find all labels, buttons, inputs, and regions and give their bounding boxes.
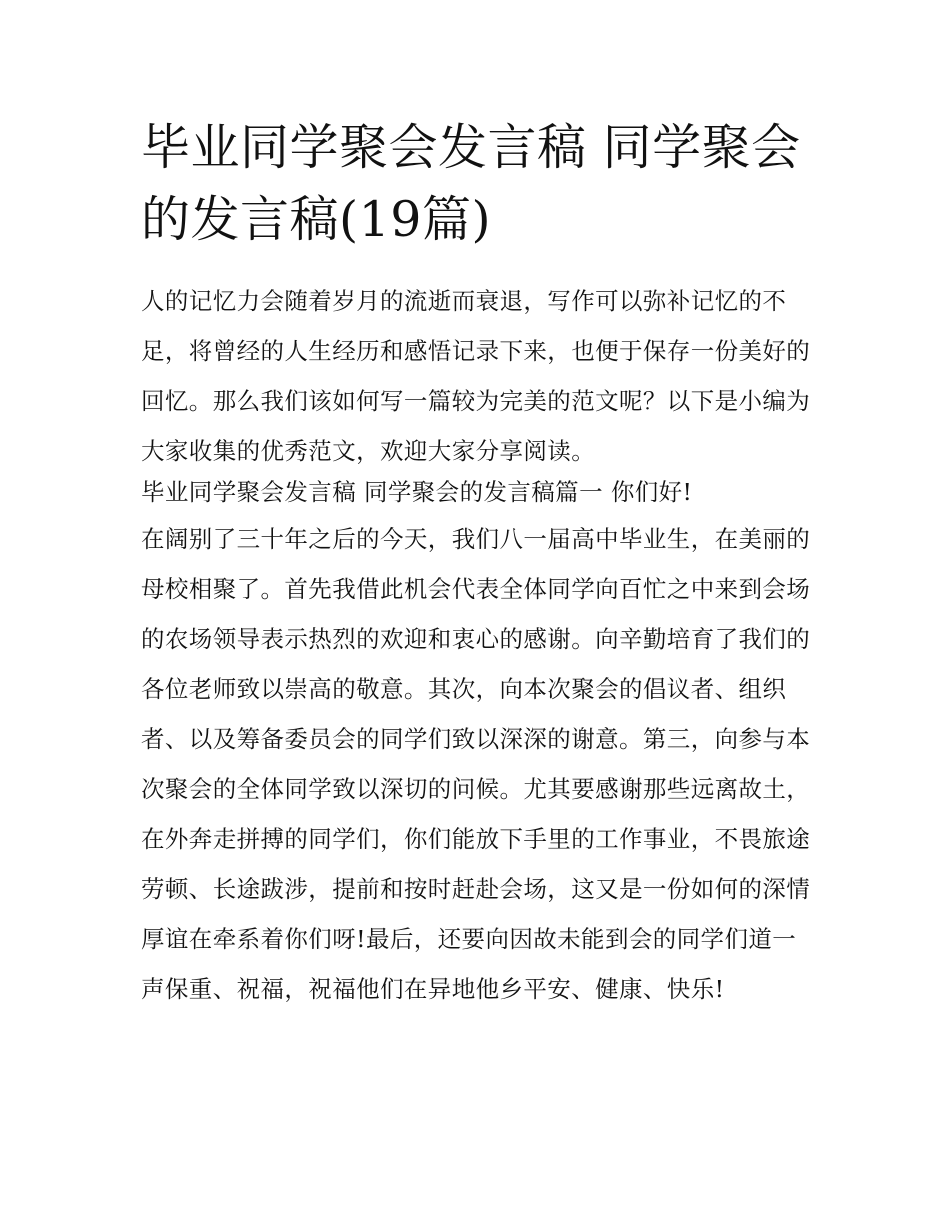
document-body: [141, 276, 813, 1014]
section-heading: 毕业同学聚会发言稿 同学聚会的发言稿篇一 你们好!: [141, 478, 693, 506]
document-page: [141, 112, 813, 1014]
speech-paragraph: 在阔别了三十年之后的今天，我们八一届高中毕业生，在美丽的母校相聚了。首先我借此机会代表全体同学向百忙之中来到会场的农场领导表示热烈的欢迎和衷心的感谢。向辛勤培育了我们的各位老师致以崇高的敬意。其次，向本次聚会的倡议者、组织者、以及筹备委员会的同学们致以深深的谢意。第三，向参与本次聚会的全体同学致以深切的问候。尤其要感谢那些远离故土，在外奔走拼搏的同学们，你们能放下手里的工作事业，不畏旅途劳顿、长途跋涉，提前和按时赶赴会场，这又是一份如何的深情厚谊在牵系着你们呀!最后，还要向因故未能到会的同学们道一声保重、祝福，祝福他们在异地他乡平安、健康、快乐!: [141, 525, 811, 1003]
intro-paragraph: 人的记忆力会随着岁月的流逝而衰退，写作可以弥补记忆的不足，将曾经的人生经历和感悟记录下来，也便于保存一份美好的回忆。那么我们该如何写一篇较为完美的范文呢？以下是小编为大家收集的优秀范文，欢迎大家分享阅读。: [141, 287, 811, 465]
document-title: 毕业同学聚会发言稿 同学聚会的发言稿(19篇): [141, 119, 801, 248]
